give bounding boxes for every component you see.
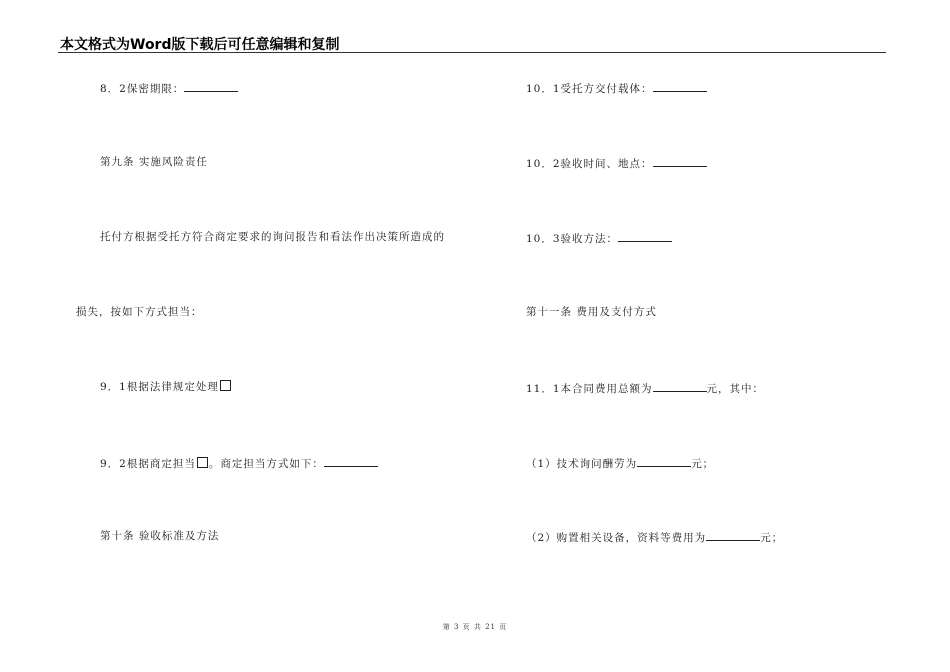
clause-11-1-label-a: 11．1本合同费用总额为 [526, 383, 653, 395]
clause-10-3 [526, 230, 672, 246]
article-9-body-line2: 损失，按如下方式担当： [76, 306, 203, 318]
clause-8-2-label: 8．2保密期限： [100, 83, 185, 95]
header-divider [58, 52, 886, 53]
fee-item-1-label-a: （1）技术询问酬劳为 [526, 458, 638, 470]
clause-9-2-label-b: 。商定担当方式如下： [208, 458, 324, 470]
clause-11-1-label-b: 元，其中： [706, 383, 765, 395]
clause-9-2-label-a: 9．2根据商定担当 [100, 458, 196, 470]
clause-9-1 [100, 380, 232, 394]
fill-in-blank [324, 455, 378, 467]
clause-10-3-label: 10．3验收方法： [526, 233, 619, 245]
article-9-heading: 第九条 实施风险责任 [100, 156, 208, 168]
fill-in-blank [653, 80, 707, 92]
fill-in-blank [618, 230, 672, 242]
fill-in-blank [653, 380, 707, 392]
fill-in-blank [637, 455, 691, 467]
clause-10-1-label: 10．1受托方交付载体： [526, 83, 653, 95]
clause-9-2 [100, 455, 378, 471]
page-number-footer: 第 3 页 共 21 页 [442, 623, 508, 631]
fee-item-1 [526, 455, 714, 471]
clause-10-2-label: 10．2验收时间、地点： [526, 158, 653, 170]
fill-in-blank [706, 529, 760, 541]
article-9-body-line1: 托付方根据受托方符合商定要求的询问报告和看法作出决策所造成的 [100, 231, 445, 243]
clause-9-1-label: 9．1根据法律规定处理 [100, 381, 219, 393]
clause-8-2 [100, 80, 238, 96]
fee-item-2-label-b: 元； [760, 532, 784, 544]
clause-10-2 [526, 155, 707, 171]
fill-in-blank [653, 155, 707, 167]
article-11-heading: 第十一条 费用及支付方式 [526, 306, 657, 318]
fee-item-1-label-b: 元； [691, 458, 715, 470]
fill-in-blank [184, 80, 238, 92]
fee-item-2-label-a: （2）购置相关设备，资料等费用为 [526, 532, 707, 544]
document-header-title: 本文格式为Word版下载后可任意编辑和复制 [60, 37, 340, 53]
checkbox-icon [220, 380, 231, 391]
checkbox-icon [197, 457, 208, 468]
clause-11-1 [526, 380, 764, 396]
clause-10-1 [526, 80, 707, 96]
article-10-heading: 第十条 验收标准及方法 [100, 530, 220, 542]
fee-item-2 [526, 529, 783, 545]
